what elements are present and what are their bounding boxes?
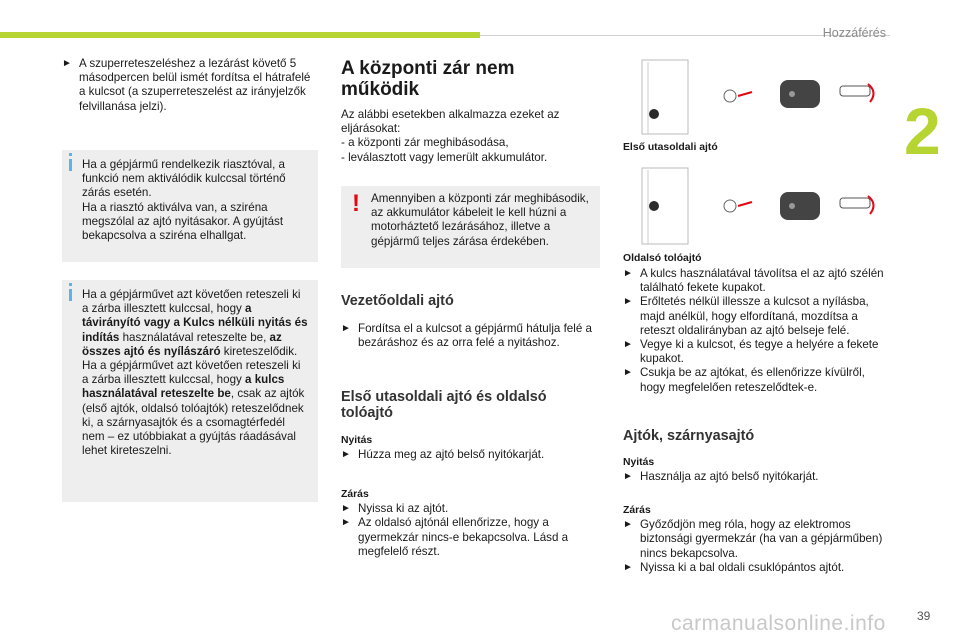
arrow-bullet-icon: ►: [341, 449, 351, 461]
watermark: carmanualsonline.info: [671, 612, 886, 635]
heading-passenger-door: Első utasoldali ajtó és oldalsó tolóajtó: [341, 389, 547, 421]
arrow-bullet-icon: ►: [341, 323, 351, 334]
info-icon-bar: [69, 159, 72, 171]
intro-text: Az alábbi esetekben alkalmazza ezeket az eljárásokat: - a központi zár meghibásodása, - leválasztott vagy lemerült akkumulátor.: [341, 108, 560, 164]
page-number: 39: [917, 609, 931, 623]
arrow-bullet-icon: ►: [341, 503, 351, 515]
chapter-number: 2: [904, 94, 941, 168]
info-box-unlock: [62, 280, 318, 502]
arrow-bullet-icon: ►: [623, 339, 633, 351]
arrow-bullet-icon: ►: [623, 268, 633, 279]
wing-close: Zárás ► Győződjön meg róla, hogy az elektromos biztonsági gyermekzár (ha van a gépjárműben) nincs bekapcsolva. ► Nyissa ki a bal oldali csuklópántos ajtót.: [623, 505, 883, 574]
warning-text: Amennyiben a központi zár meghibásodik, az akkumulátor kábeleit le kell húzni a motorháztető lezárásához, illetve a gépjármű teljes zárása érdekében.: [371, 192, 589, 248]
wing-open: Nyitás ► Használja az ajtó belső nyitókarját.: [623, 457, 819, 484]
section-title: Hozzáférés: [822, 26, 886, 40]
arrow-bullet-icon: ►: [341, 517, 351, 529]
info-box-alarm: [62, 150, 318, 262]
arrow-bullet-icon: ►: [623, 471, 633, 483]
front-passenger-door-illustration: [640, 58, 885, 136]
passenger-close: Zárás ► Nyissa ki az ajtót. ► Az oldalsó ajtónál ellenőrizze, hogy a gyermekzár nincs-e bekapcsolva. Lásd a megfelelő részt.: [341, 489, 569, 558]
info-icon: [69, 283, 72, 286]
text: A szuperreteszeléshez a lezárást követő 5 másodpercen belül ismét fordítsa el hátrafelé a kulcsot (a szuperreteszelést az irányjelzők felvillanása jelzi).: [79, 57, 311, 113]
main-heading: A központi zár nem működik: [341, 58, 515, 100]
info-icon: [69, 153, 72, 156]
arrow-bullet-icon: ►: [623, 561, 633, 573]
sliding-door-illustration: [640, 166, 885, 246]
info-line-1: Ha a gépjármű rendelkezik riasztóval, a funkció nem aktiválódik kulccsal történő zárás esetén.: [82, 158, 286, 200]
sliding-door-steps: ► A kulcs használatával távolítsa el az ajtó szélén található fekete kupakot. ► Erőltetés nélkül illessze a kulcsot a nyílásba, majd anélkül, hogy elfordítaná, mozdítsa a reteszt oldalirányban az ajtó belseje felé. ► Vegye ki a kulcsot, és tegye a helyére a fekete kupakot. ► Csukja be az ajtókat, és ellenőrizze kívülről, hogy megfelelően reteszelődtek-e.: [623, 267, 884, 394]
info-line-2: Ha a riasztó aktiválva van, a sziréna megszólal az ajtó nyitásakor. A gyújtást bekapcsolva a sziréna elhallgat.: [82, 200, 284, 243]
top-accent-bar: [0, 32, 480, 38]
warning-icon: !: [352, 190, 360, 217]
info-paragraph-2: Ha a gépjárművet azt követően reteszeli ki a zárba illesztett kulccsal, hogy a kulcs használatával reteszelte be, csak az ajtók (első ajtók, oldalsó tolóajtók) reteszelődnek ki, a szárnyasajtók és a csomagtérfedél nem – ez utóbbiakat a gyújtás ráadásával lehet kireteszelni.: [82, 359, 305, 458]
driver-bullet: ► Fordítsa el a kulcsot a gépjármű hátulja felé a bezáráshoz és az orra felé a nyitáshoz.: [341, 322, 592, 350]
heading-doors-wing: Ajtók, szárnyasajtó: [623, 428, 755, 444]
info-icon-bar: [69, 289, 72, 301]
heading-driver-door: Vezetőoldali ajtó: [341, 293, 454, 309]
warning-box: [341, 186, 600, 268]
col1-bullet: [62, 57, 312, 114]
passenger-open: Nyitás ► Húzza meg az ajtó belső nyitókarját.: [341, 435, 545, 462]
arrow-bullet-icon: ►: [62, 58, 72, 69]
caption-sliding-door: Oldalsó tolóajtó: [623, 253, 702, 264]
arrow-bullet-icon: ►: [623, 367, 633, 379]
sliding-door-lock-diagram: [640, 166, 885, 246]
caption-front-passenger-door: Első utasoldali ajtó: [623, 142, 718, 153]
arrow-bullet-icon: ►: [623, 519, 633, 531]
arrow-bullet-icon: ►: [623, 296, 633, 308]
info-paragraph-1: Ha a gépjárművet azt követően reteszeli ki a zárba illesztett kulccsal, hogy a távirányító vagy a Kulcs nélküli nyitás és indítás használatával reteszelte be, az összes ajtó és nyílászáró kireteszelődik.: [82, 288, 308, 358]
door-lock-diagram: [640, 58, 885, 136]
